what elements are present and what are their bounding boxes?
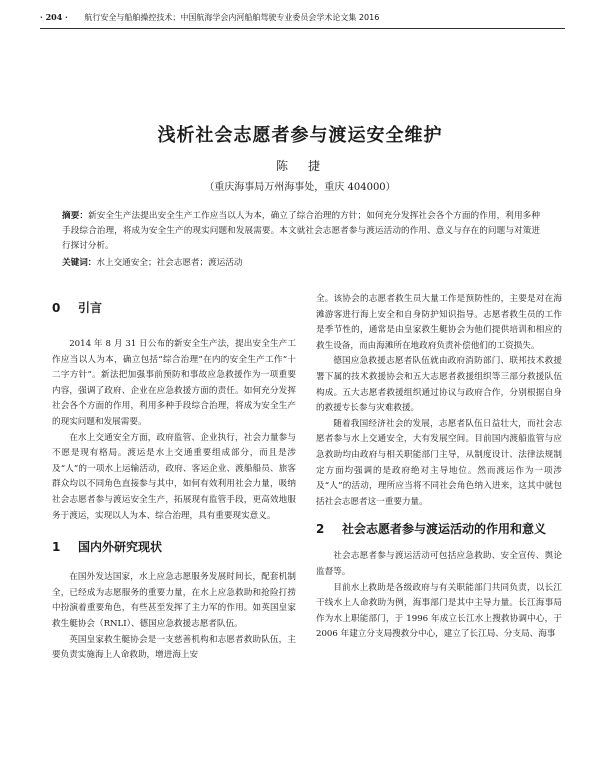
article-title: 浅析社会志愿者参与渡运安全维护 — [157, 125, 443, 146]
running-header — [40, 11, 565, 29]
section-0-heading — [52, 299, 296, 317]
section-number: 0 — [52, 301, 61, 315]
keywords-text: 水上交通安全；社会志愿者；渡运活动 — [96, 258, 243, 268]
section-1-heading — [52, 538, 296, 556]
paragraph: 2014 年 8 月 31 日公布的新安全生产法，提出安全生产工作应当以人为本，确立包括“综合治理”在内的安全生产工作“十二字方针”。新法把加强事前预防和事故应急救援作为一项重要内容，强调了政府、企业在应急救援方面的责任。如何充分发挥社会各个方面的作用，利用多种手段综合治理，将成为安全生产的现实问题和发展需要。 — [52, 339, 296, 427]
section-2-heading — [316, 520, 562, 538]
author-name: 陈 捷 — [275, 159, 324, 173]
abstract-text: 新安全生产法提出安全生产工作应当以人为本，确立了综合治理的方针；如何充分发挥社会各个方面的作用，利用多种手段综合治理，将成为安全生产的现实问题和发展需要。本文就社会志愿者参与渡运活动的作用、意义与存在的问题与对策进行探讨分析。 — [62, 211, 540, 251]
paragraph: 随着我国经济社会的发展，志愿者队伍日益壮大，而社会志愿者参与水上交通安全，大有发展空间。目前国内渡船监管与应急救助均由政府与相关职能部门主导，从制度设计、法律法规制定方面均强调的是政府绝对主导地位。然而渡运作为一项涉及“人”的活动，理所应当将不同社会角色纳入进来，这其中就包括社会志愿者这一重要力量。 — [316, 418, 562, 507]
paragraph: 社会志愿者参与渡运活动可包括应急救助、安全宣传、舆论监督等。 — [316, 551, 562, 577]
paragraph: 德国应急救援志愿者队伍就由政府消防部门、联邦技术救援署下属的技术救援协会和五大志愿者救援组织等三部分救援队伍构成。五大志愿者救援组织通过协议与政府合作，分别根据自身的救援专长参与灾难救援。 — [316, 356, 562, 414]
abstract-label: 摘要： — [62, 211, 89, 221]
section-title: 国内外研究现状 — [78, 540, 163, 555]
paragraph: 在水上交通安全方面，政府监管、企业执行，社会力量参与不愿是现有格局。渡运是水上交通重要组成部分，而且是涉及“人”的一项水上运输活动，政府、客运企业、渡船船员、旅客群众均以不同角色直接参与其中，如何有效利用社会力量，吸纳社会志愿者参与渡运安全生产，拓展现有监管手段，更高效地服务于渡运，实现以人为本、综合治理，具有重要现实意义。 — [52, 432, 296, 521]
page-number: · 204 · — [40, 12, 68, 22]
paragraph: 英国皇家救生艇协会是一支慈善机构和志愿者救助队伍，主要负责实施海上人命救助，增进海上安 — [52, 634, 296, 661]
keywords — [62, 256, 540, 271]
journal-title: 航行安全与船舶操控技术；中国航海学会内河船舶驾驶专业委员会学术论文集 2016 — [84, 13, 380, 22]
left-column — [52, 299, 296, 664]
section-title: 社会志愿者参与渡运活动的作用和意义 — [342, 522, 547, 537]
section-number: 2 — [316, 522, 325, 537]
abstract — [62, 209, 540, 254]
section-number: 1 — [52, 540, 61, 555]
keywords-label: 关键词： — [62, 258, 97, 268]
right-column — [316, 292, 562, 643]
author-affiliation: （重庆海事局万州海事处，重庆 404000） — [204, 182, 396, 193]
paragraph-continued: 全。该协会的志愿者救生员大量工作是预防性的，主要是对在海滩游客进行海上安全和自身防护知识指导。志愿者救生员的工作是季节性的，通常是由皇家救生艇协会为他们提供培训和相应的救生设备，而由海滩所在地政府负责补偿他们的工资损失。 — [316, 294, 562, 351]
section-title: 引言 — [78, 301, 103, 315]
paragraph: 在国外发达国家，水上应急志愿服务发展时间长，配套机制全，已经成为志愿服务的重要力量，在水上应急救助和抢险打捞中扮演着重要角色，有些甚至发挥了主力军的作用。如英国皇家救生艇协会（RNLI）、德国应急救援志愿者队伍。 — [52, 572, 296, 629]
paragraph: 目前水上救助是各级政府与有关职能部门共同负责，以长江干线水上人命救助为例，海事部门是其中主导力量。长江海事局作为水上职能部门，于 1996 年成立长江水上搜救协调中心，于 2006 年建立分支局搜救分中心，建立了长江局、分支局、海事 — [316, 582, 562, 640]
